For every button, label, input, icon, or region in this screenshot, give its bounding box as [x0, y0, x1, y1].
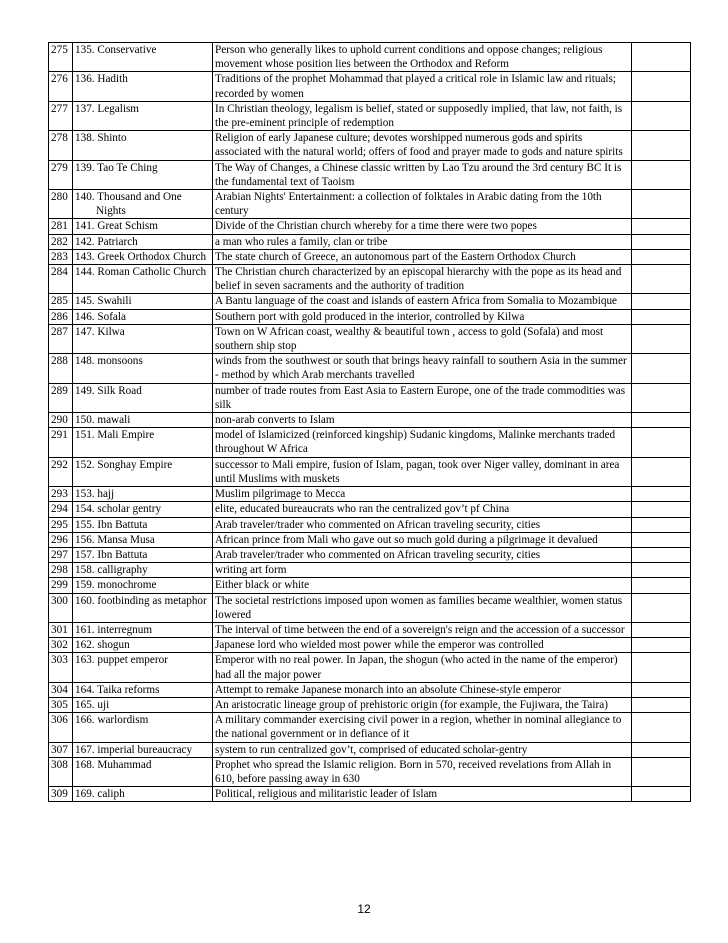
definition-cell: Japanese lord who wielded most power while the emperor was controlled [213, 638, 632, 653]
term-cell [73, 309, 213, 324]
term-cell [73, 487, 213, 502]
term-text: 148. monsoons [75, 355, 143, 368]
term-cell [73, 713, 213, 742]
definition-cell: Divide of the Christian church whereby for a time there were two popes [213, 219, 632, 234]
term-cell [73, 160, 213, 189]
term-text: 155. Ibn Battuta [75, 518, 148, 531]
definition-cell: writing art form [213, 563, 632, 578]
term-text: 150. mawali [75, 414, 131, 427]
term-text: 157. Ibn Battuta [75, 548, 148, 561]
definition-cell: Person who generally likes to uphold current conditions and oppose changes; religious movement whose position lies between the Orthodox and Reform [213, 43, 632, 72]
empty-cell [632, 638, 691, 653]
empty-cell [632, 697, 691, 712]
empty-cell [632, 517, 691, 532]
table-row [49, 593, 691, 622]
term-cell [73, 547, 213, 562]
table-row [49, 787, 691, 802]
definition-cell: In Christian theology, legalism is belief, stated or supposedly implied, that law, not faith, is the pre-eminent principle of redemption [213, 101, 632, 130]
definition-cell: number of trade routes from East Asia to Eastern Europe, one of the trade commodities was silk [213, 383, 632, 412]
empty-cell [632, 101, 691, 130]
definition-cell: Traditions of the prophet Mohammad that played a critical role in Islamic law and rituals; recorded by women [213, 72, 632, 101]
term-text: 144. Roman Catholic Church [75, 266, 207, 279]
definition-cell: The interval of time between the end of a sovereign's reign and the accession of a successor [213, 622, 632, 637]
empty-cell [632, 294, 691, 309]
table-row [49, 428, 691, 457]
term-text: 161. interregnum [75, 623, 153, 636]
row-number: 285 [49, 294, 73, 309]
table-row [49, 502, 691, 517]
definition-cell: Religion of early Japanese culture; devotes worshipped numerous gods and spirits associated with the natural world; offers of food and prayer made to gods and nature spirits [213, 131, 632, 160]
definition-cell: African prince from Mali who gave out so much gold during a pilgrimage it devalued [213, 532, 632, 547]
term-text: 169. caliph [75, 788, 125, 801]
term-cell [73, 697, 213, 712]
empty-cell [632, 457, 691, 486]
term-text: 163. puppet emperor [75, 654, 168, 667]
vocabulary-table-body [49, 43, 691, 802]
term-cell [73, 324, 213, 353]
table-row [49, 324, 691, 353]
table-row [49, 131, 691, 160]
empty-cell [632, 593, 691, 622]
term-text: 147. Kilwa [75, 325, 125, 338]
row-number: 292 [49, 457, 73, 486]
table-row [49, 413, 691, 428]
term-text: 145. Swahili [75, 295, 132, 308]
empty-cell [632, 653, 691, 682]
term-text: 142. Patriarch [75, 235, 138, 248]
table-row [49, 682, 691, 697]
table-row [49, 190, 691, 219]
definition-cell: system to run centralized gov’t, comprised of educated scholar-gentry [213, 742, 632, 757]
term-cell [73, 354, 213, 383]
definition-cell: model of Islamicized (reinforced kingship) Sudanic kingdoms, Malinke merchants traded throughout W Africa [213, 428, 632, 457]
term-cell [73, 578, 213, 593]
term-text: 140. Thousand and One Nights [75, 191, 182, 218]
term-text: 137. Legalism [75, 102, 140, 115]
definition-cell: A military commander exercising civil power in a region, whether in nominal allegiance to the national government or in defiance of it [213, 713, 632, 742]
row-number: 308 [49, 757, 73, 786]
term-cell [73, 294, 213, 309]
empty-cell [632, 622, 691, 637]
empty-cell [632, 413, 691, 428]
row-number: 306 [49, 713, 73, 742]
table-row [49, 547, 691, 562]
term-cell [73, 43, 213, 72]
table-row [49, 578, 691, 593]
empty-cell [632, 219, 691, 234]
term-cell [73, 249, 213, 264]
definition-cell: elite, educated bureaucrats who ran the centralized gov’t pf China [213, 502, 632, 517]
term-cell [73, 190, 213, 219]
empty-cell [632, 324, 691, 353]
term-cell [73, 517, 213, 532]
definition-cell: winds from the southwest or south that brings heavy rainfall to southern Asia in the summer - method by which Arab merchants travelled [213, 354, 632, 383]
term-cell [73, 532, 213, 547]
empty-cell [632, 742, 691, 757]
empty-cell [632, 43, 691, 72]
table-row [49, 638, 691, 653]
row-number: 291 [49, 428, 73, 457]
term-cell [73, 383, 213, 412]
empty-cell [632, 487, 691, 502]
term-text: 159. monochrome [75, 579, 157, 592]
term-text: 135. Conservative [75, 44, 157, 56]
table-row [49, 487, 691, 502]
term-cell [73, 101, 213, 130]
empty-cell [632, 428, 691, 457]
row-number: 279 [49, 160, 73, 189]
term-cell [73, 265, 213, 294]
table-row [49, 457, 691, 486]
row-number: 277 [49, 101, 73, 130]
row-number: 302 [49, 638, 73, 653]
table-row [49, 622, 691, 637]
empty-cell [632, 787, 691, 802]
table-row [49, 309, 691, 324]
table-row [49, 383, 691, 412]
definition-cell: A Bantu language of the coast and islands of eastern Africa from Somalia to Mozambique [213, 294, 632, 309]
row-number: 301 [49, 622, 73, 637]
term-text: 167. imperial bureaucracy [75, 743, 193, 756]
row-number: 305 [49, 697, 73, 712]
empty-cell [632, 578, 691, 593]
row-number: 281 [49, 219, 73, 234]
definition-cell: The Way of Changes, a Chinese classic written by Lao Tzu around the 3rd century BC It is the fundamental text of Taoism [213, 160, 632, 189]
empty-cell [632, 131, 691, 160]
empty-cell [632, 502, 691, 517]
table-row [49, 160, 691, 189]
row-number: 289 [49, 383, 73, 412]
term-text: 153. hajj [75, 488, 115, 501]
definition-cell: Either black or white [213, 578, 632, 593]
table-row [49, 563, 691, 578]
table-row [49, 354, 691, 383]
term-cell [73, 563, 213, 578]
table-row [49, 234, 691, 249]
empty-cell [632, 757, 691, 786]
row-number: 294 [49, 502, 73, 517]
definition-cell: Arabian Nights' Entertainment: a collection of folktales in Arabic dating from the 10th century [213, 190, 632, 219]
definition-cell: Arab traveler/trader who commented on African traveling security, cities [213, 547, 632, 562]
definition-cell: a man who rules a family, clan or tribe [213, 234, 632, 249]
term-text: 156. Mansa Musa [75, 533, 155, 546]
table-row [49, 219, 691, 234]
empty-cell [632, 563, 691, 578]
vocabulary-table [48, 42, 691, 802]
definition-cell: An aristocratic lineage group of prehistoric origin (for example, the Fujiwara, the Taira) [213, 697, 632, 712]
row-number: 276 [49, 72, 73, 101]
row-number: 284 [49, 265, 73, 294]
term-text: 168. Muhammad [75, 758, 152, 771]
term-cell [73, 638, 213, 653]
term-text: 136. Hadith [75, 73, 128, 86]
table-row [49, 757, 691, 786]
term-text: 141. Great Schism [75, 220, 158, 233]
row-number: 275 [49, 43, 73, 72]
row-number: 300 [49, 593, 73, 622]
term-text: 164. Taika reforms [75, 683, 160, 696]
empty-cell [632, 713, 691, 742]
row-number: 296 [49, 532, 73, 547]
term-cell [73, 72, 213, 101]
term-text: 143. Greek Orthodox Church [75, 250, 207, 263]
table-row [49, 249, 691, 264]
empty-cell [632, 72, 691, 101]
table-row [49, 713, 691, 742]
term-cell [73, 787, 213, 802]
empty-cell [632, 547, 691, 562]
term-cell [73, 653, 213, 682]
definition-cell: Town on W African coast, wealthy & beautiful town , access to gold (Sofala) and most southern ship stop [213, 324, 632, 353]
definition-cell: The societal restrictions imposed upon women as families became wealthier, women status lowered [213, 593, 632, 622]
table-row [49, 101, 691, 130]
term-text: 154. scholar gentry [75, 503, 162, 516]
term-cell [73, 757, 213, 786]
term-cell [73, 457, 213, 486]
term-text: 146. Sofala [75, 310, 126, 323]
table-row [49, 265, 691, 294]
row-number: 283 [49, 249, 73, 264]
empty-cell [632, 383, 691, 412]
definition-cell: Political, religious and militaristic leader of Islam [213, 787, 632, 802]
row-number: 290 [49, 413, 73, 428]
empty-cell [632, 234, 691, 249]
row-number: 278 [49, 131, 73, 160]
definition-cell: Muslim pilgrimage to Mecca [213, 487, 632, 502]
definition-cell: Attempt to remake Japanese monarch into an absolute Chinese-style emperor [213, 682, 632, 697]
term-text: 158. calligraphy [75, 564, 148, 577]
definition-cell: Southern port with gold produced in the interior, controlled by Kilwa [213, 309, 632, 324]
term-cell [73, 219, 213, 234]
row-number: 297 [49, 547, 73, 562]
empty-cell [632, 249, 691, 264]
definition-cell: Emperor with no real power. In Japan, the shogun (who acted in the name of the emperor) had all the major power [213, 653, 632, 682]
definition-cell: successor to Mali empire, fusion of Islam, pagan, took over Niger valley, dominant in area until Muslims with muskets [213, 457, 632, 486]
term-text: 166. warlordism [75, 714, 149, 727]
empty-cell [632, 190, 691, 219]
empty-cell [632, 532, 691, 547]
empty-cell [632, 265, 691, 294]
empty-cell [632, 160, 691, 189]
definition-cell: non-arab converts to Islam [213, 413, 632, 428]
row-number: 288 [49, 354, 73, 383]
term-cell [73, 428, 213, 457]
table-row [49, 517, 691, 532]
term-cell [73, 593, 213, 622]
definition-cell: Arab traveler/trader who commented on African traveling security, cities [213, 517, 632, 532]
term-text: 151. Mali Empire [75, 429, 155, 442]
row-number: 286 [49, 309, 73, 324]
term-text: 152. Songhay Empire [75, 458, 173, 471]
table-row [49, 43, 691, 72]
table-row [49, 697, 691, 712]
term-cell [73, 682, 213, 697]
definition-cell: The state church of Greece, an autonomous part of the Eastern Orthodox Church [213, 249, 632, 264]
row-number: 282 [49, 234, 73, 249]
row-number: 287 [49, 324, 73, 353]
row-number: 293 [49, 487, 73, 502]
term-text: 139. Tao Te Ching [75, 161, 158, 174]
table-row [49, 532, 691, 547]
row-number: 280 [49, 190, 73, 219]
row-number: 299 [49, 578, 73, 593]
row-number: 304 [49, 682, 73, 697]
term-cell [73, 413, 213, 428]
empty-cell [632, 354, 691, 383]
table-row [49, 653, 691, 682]
definition-cell: Prophet who spread the Islamic religion. Born in 570, received revelations from Allah in 610, before passing away in 630 [213, 757, 632, 786]
term-text: 149. Silk Road [75, 384, 142, 397]
page-number: 12 [357, 902, 371, 916]
term-text: 138. Shinto [75, 132, 127, 145]
empty-cell [632, 682, 691, 697]
row-number: 303 [49, 653, 73, 682]
term-cell [73, 131, 213, 160]
table-row [49, 742, 691, 757]
table-row [49, 294, 691, 309]
term-cell [73, 234, 213, 249]
term-cell [73, 742, 213, 757]
term-text: 160. footbinding as metaphor [75, 594, 207, 607]
row-number: 307 [49, 742, 73, 757]
row-number: 309 [49, 787, 73, 802]
definition-cell: The Christian church characterized by an episcopal hierarchy with the pope as its head and belief in seven sacraments and the authority of tradition [213, 265, 632, 294]
empty-cell [632, 309, 691, 324]
table-row [49, 72, 691, 101]
row-number: 295 [49, 517, 73, 532]
term-cell [73, 502, 213, 517]
term-text: 162. shogun [75, 639, 130, 652]
row-number: 298 [49, 563, 73, 578]
term-text: 165. uji [75, 698, 110, 711]
term-cell [73, 622, 213, 637]
